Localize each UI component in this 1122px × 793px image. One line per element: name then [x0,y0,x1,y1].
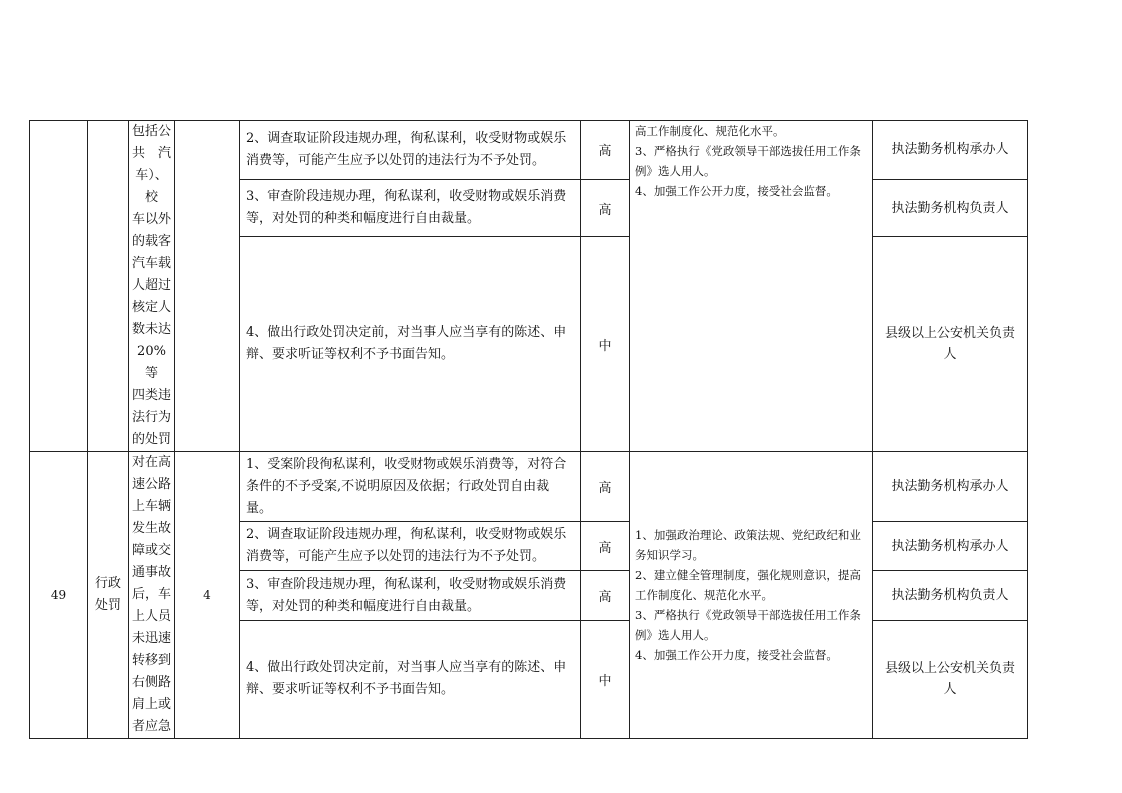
risk-level-cell [581,179,630,237]
responsible-text: 县级以上公安机关负责人 [884,326,1015,363]
seq-cell [30,121,88,452]
risk-point-text: 2、调查取证阶段违规办理，徇私谋利，收受财物或娱乐消费等，可能产生应予以处罚的违法行为不予处罚。 [246,527,567,565]
responsible-cell [873,620,1028,738]
responsible-cell [873,522,1028,571]
risk-point-cell [240,179,581,237]
risk-point-cell [240,237,581,452]
risk-level-cell [581,522,630,571]
risk-point-text: 4、做出行政处罚决定前，对当事人应当享有的陈述、申辩、要求听证等权利不予书面告知。 [246,325,567,363]
count-cell [175,121,240,452]
responsible-text: 执法勤务机构承办人 [891,142,1009,158]
risk-level-cell [581,571,630,620]
item-name-cell [129,452,175,739]
risk-point-cell [240,452,581,522]
responsible-cell [873,121,1028,180]
responsible-text: 执法勤务机构负责人 [891,588,1009,603]
risk-point-text: 3、审查阶段违规办理，徇私谋利，收受财物或娱乐消费等，对处罚的种类和幅度进行自由裁量。 [246,576,567,614]
category-text: 行政 处罚 [94,576,121,613]
responsible-cell [873,452,1028,522]
responsible-cell [873,571,1028,620]
responsible-text: 执法勤务机构负责人 [891,200,1009,216]
measures-cell [630,452,873,739]
risk-level-cell [581,121,630,180]
measures-text: 高工作制度化、规范化水平。 3、严格执行《党政领导干部选拔任用工作条例》选人用人。 4、加强工作公开力度，接受社会监督。 [635,124,861,198]
seq-number: 49 [50,588,67,602]
measures-cell [630,121,873,452]
item-name-cell [129,121,175,452]
risk-point-cell [240,522,581,571]
measures-text: 1、加强政治理论、政策法规、党纪政纪和业务知识学习。 2、建立健全管理制度，强化规则意识，提高工作制度化、规范化水平。 3、严格执行《党政领导干部选拔任用工作条例》选人用人。 4、加强工作公开力度，接受社会监督。 [635,528,861,662]
risk-point-text: 3、审查阶段违规办理，徇私谋利，收受财物或娱乐消费等，对处罚的种类和幅度进行自由裁量。 [246,189,567,227]
risk-point-cell [240,571,581,620]
risk-level-cell [581,452,630,522]
risk-level-cell [581,237,630,452]
risk-level-text: 高 [598,481,612,497]
risk-level-text: 高 [598,144,612,160]
risk-level-text: 高 [598,540,612,556]
risk-level-text: 中 [598,338,612,354]
category-cell [88,452,129,739]
item-name-text: 包括公 共 汽 车）、校 车以外 的载客 汽车载 人超过 核定人 数未达 20% 等 四类违 法行为 的处罚 [131,124,171,447]
risk-point-text: 2、调查取证阶段违规办理，徇私谋利，收受财物或娱乐消费等，可能产生应予以处罚的违法行为不予处罚。 [246,130,567,168]
risk-point-cell [240,121,581,180]
risk-level-text: 高 [598,202,612,218]
responsible-cell [873,179,1028,237]
count-cell [175,452,240,739]
risk-point-cell [240,620,581,738]
responsible-text: 执法勤务机构承办人 [891,538,1009,554]
risk-level-text: 中 [598,673,612,689]
responsible-cell [873,237,1028,452]
responsible-text: 执法勤务机构承办人 [891,479,1009,495]
risk-level-text: 高 [598,590,612,605]
category-cell [88,121,129,452]
risk-point-text: 1、受案阶段徇私谋利，收受财物或娱乐消费等，对符合条件的不予受案,不说明原因及依据；行政处罚自由裁量。 [246,456,567,516]
risk-table [29,120,1028,739]
risk-point-text: 4、做出行政处罚决定前，对当事人应当享有的陈述、申辩、要求听证等权利不予书面告知。 [246,660,567,698]
table-row [30,121,1028,180]
table-row [30,452,1028,522]
count-text: 4 [203,588,211,602]
responsible-text: 县级以上公安机关负责人 [884,661,1015,698]
item-name-text: 对在高 速公路 上车辆 发生故 障或交 通事故 后，车 上人员 未迅速 转移到 右侧路 肩上或 者应急 [131,455,171,734]
seq-cell [30,452,88,739]
risk-level-cell [581,620,630,738]
